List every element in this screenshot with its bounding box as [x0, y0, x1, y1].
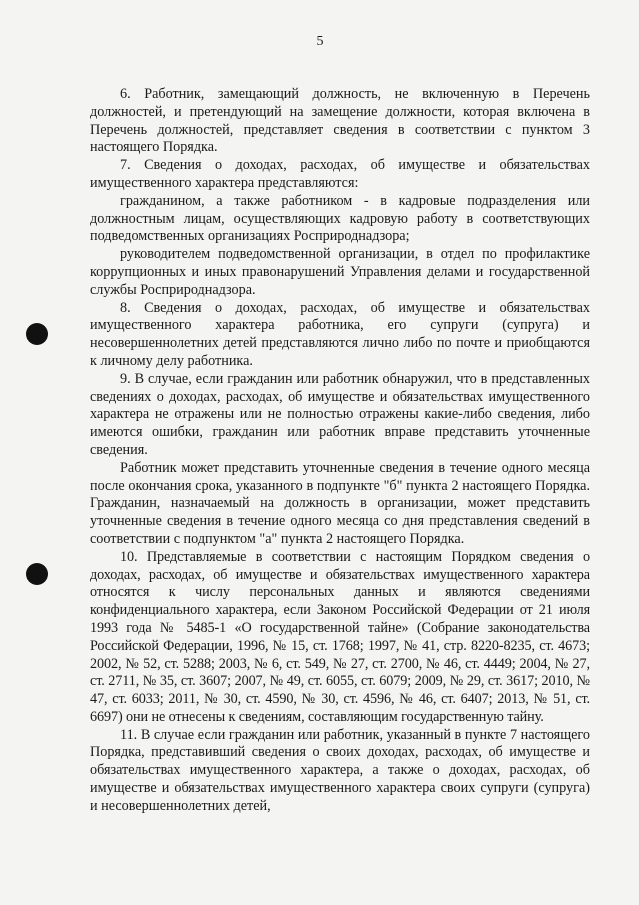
document-text [90, 86, 590, 816]
paragraph-11: 11. В случае если гражданин или работник, указанный в пункте 7 настоящего Порядка, представивший сведения о своих доходах, расходах, об имуществе и обязательствах имущественного характера, а также о доходах, расходах, об имуществе и обязательствах имущественного характера своих супруги (супруга) и несовершеннолетних детей, [90, 726, 590, 814]
paragraph-6: 6. Работник, замещающий должность, не включенную в Перечень должностей, и претендующий на замещение должности, которая включена в Перечень должностей, представляет сведения в соответствии с пунктом 3 настоящего Порядка. [90, 86, 590, 156]
paragraph-8: 8. Сведения о доходах, расходах, об имуществе и обязательствах имущественного характера работника, его супруги (супруга) и несовершеннолетних детей представляются лично либо по почте и приобщаются к личному делу работника. [90, 299, 590, 369]
page-number: 5 [316, 34, 324, 49]
paragraph-10: 10. Представляемые в соответствии с настоящим Порядком сведения о доходах, расходах, об имуществе и обязательствах имущественного характера относятся к числу персональных данных и являются сведениями конфиденциального характера, если Законом Российской Федерации от 21 июля 1993 года № 5485-1 «О государственной тайне» (Собрание законодательства Российской Федерации, 1996, № 15, ст. 1768; 1997, № 41, стр. 8220-8235, ст. 4673; 2002, № 52, ст. 5288; 2003, № 6, ст. 549, № 27, ст. 2700, № 46, ст. 4449; 2004, № 27, ст. 2711, № 35, ст. 3607; 2007, № 49, ст. 6055, ст. 6079; 2009, № 29, ст. 3617; 2010, № 47, ст. 6033; 2011, № 30, ст. 4590, № 30, ст. 4596, № 46, ст. 6407; 2013, № 51, ст. 6697) они не отнесены к сведениям, составляющим государственную тайну. [90, 548, 590, 725]
punch-hole-bottom [26, 563, 48, 585]
paragraph-9: 9. В случае, если гражданин или работник обнаружил, что в представленных сведениях о доходах, расходах, об имуществе и обязательствах имущественного характера не отражены или не полностью отражены какие-либо сведения, либо имеются ошибки, гражданин или работник вправе представить уточненные сведения. [90, 370, 590, 458]
paragraph-7-head: руководителем подведомственной организации, в отдел по профилактике коррупционных и иных правонарушений Управления делами и государственной службы Росприроднадзора. [90, 246, 590, 298]
punch-hole-top [26, 323, 48, 345]
paragraph-9-clarification: Работник может представить уточненные сведения в течение одного месяца после окончания срока, указанного в подпункте "б" пункта 2 настоящего Порядка. Гражданин, назначаемый на должность в организации, может представить уточненные сведения в течение одного месяца со дня представления сведений в соответствии с подпунктом "а" пункта 2 настоящего Порядка. [90, 459, 590, 547]
paragraph-7: 7. Сведения о доходах, расходах, об имуществе и обязательствах имущественного характера представляются: [90, 157, 590, 191]
paragraph-7-citizen: гражданином, а также работником - в кадровые подразделения или должностным лицам, осуществляющих кадровую работу в соответствующих подведомственных организациях Росприроднадзора; [90, 192, 590, 245]
